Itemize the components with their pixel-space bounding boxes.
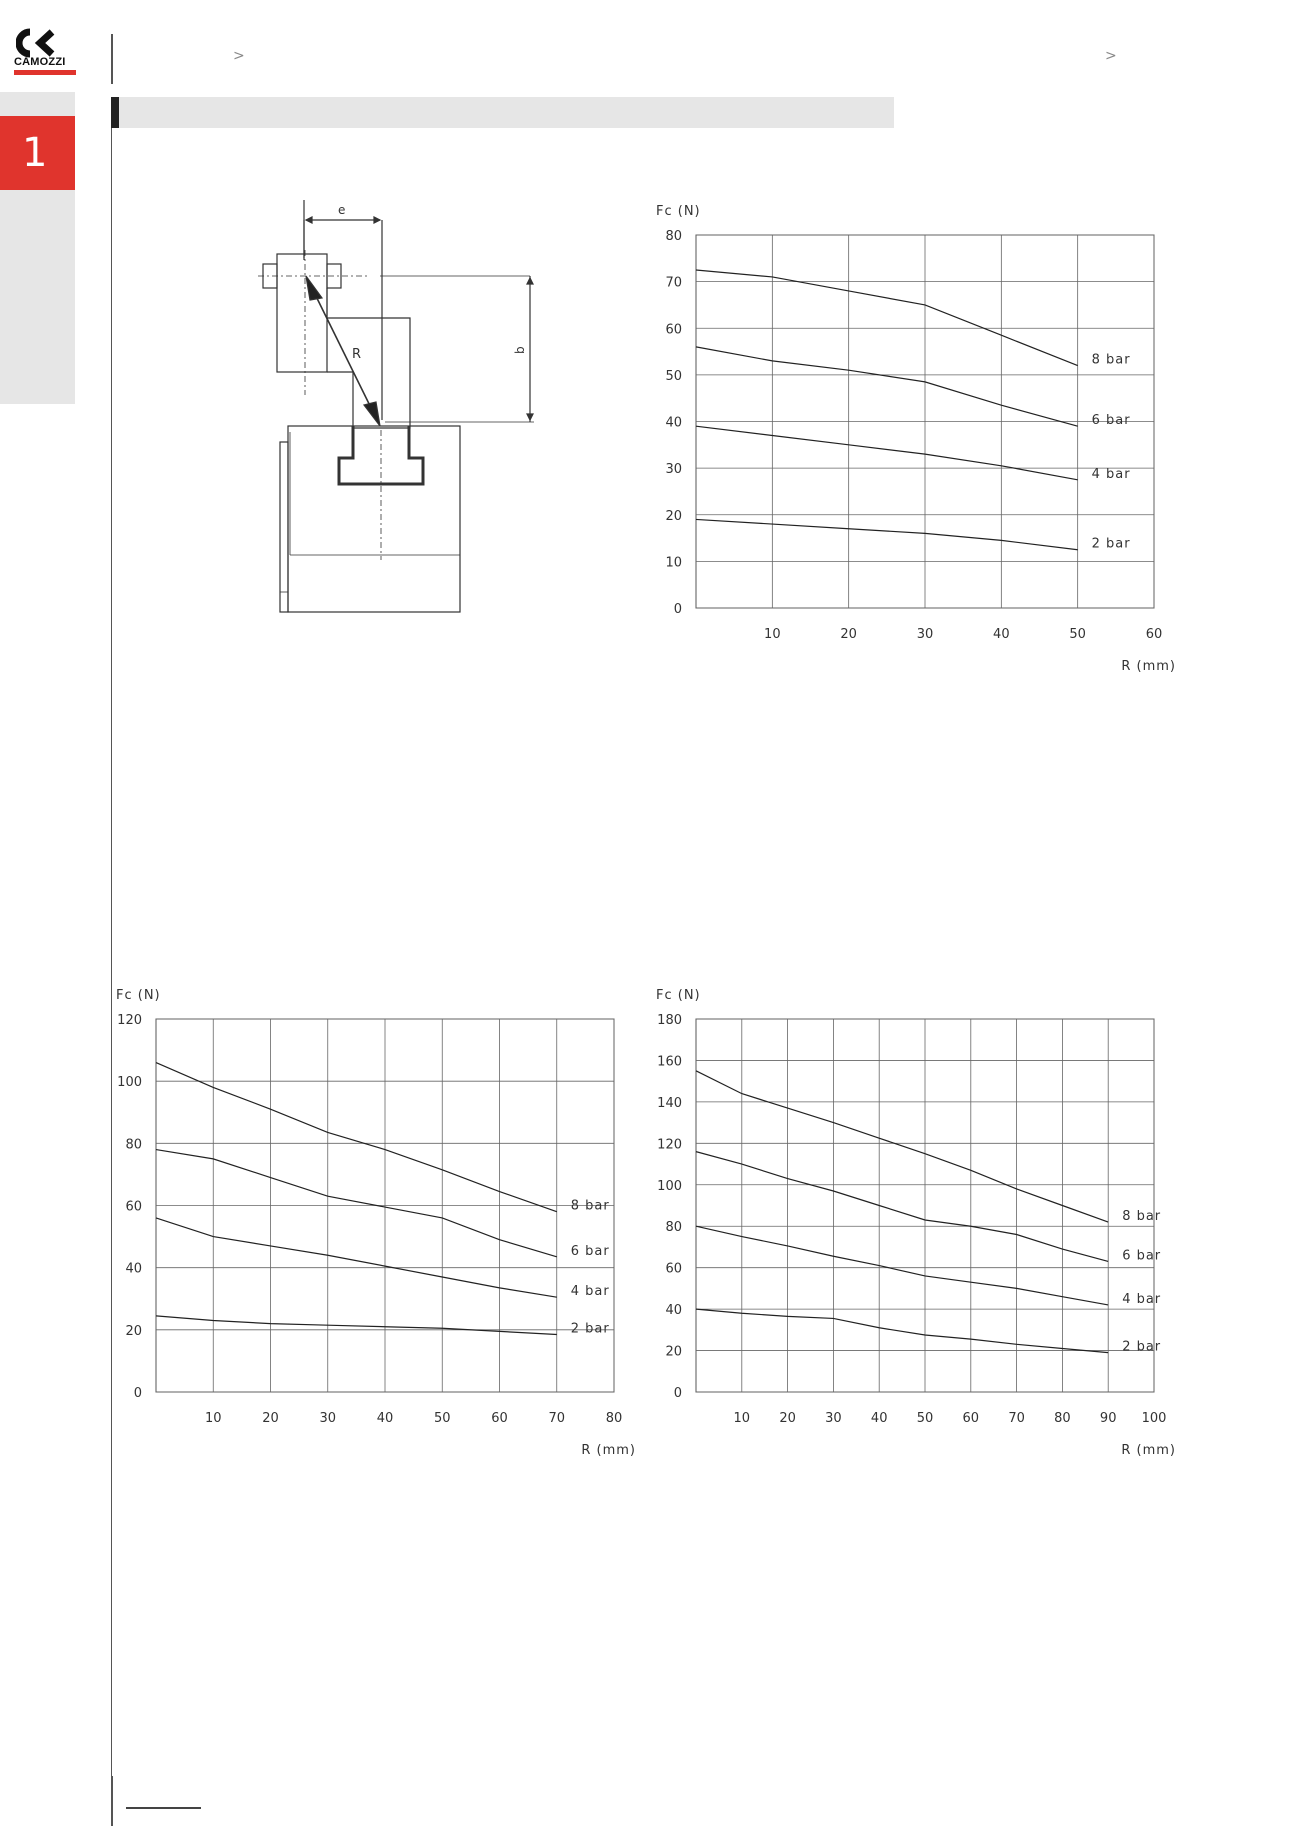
header-bar	[111, 97, 894, 128]
section-number: 1	[22, 130, 48, 176]
y-tick-label: 180	[657, 1013, 682, 1028]
x-tick-label: 30	[916, 627, 934, 642]
y-tick-label: 20	[665, 508, 682, 524]
x-tick-label: 20	[262, 1411, 279, 1426]
bottom-vertical-rule	[111, 1776, 113, 1826]
y-axis-label: Fc (N)	[656, 204, 701, 219]
x-tick-label: 60	[962, 1411, 980, 1426]
brand-name: CAMOZZI	[14, 56, 66, 68]
force-chart-small	[650, 190, 1210, 690]
y-axis-label: Fc (N)	[656, 988, 701, 1003]
dimension-e-label: e	[338, 203, 346, 217]
y-tick-label: 80	[665, 1220, 682, 1236]
x-tick-label: 90	[1099, 1411, 1117, 1426]
x-tick-label: 50	[1069, 627, 1086, 642]
series-label: 6 bar	[570, 1243, 610, 1259]
series-label: 8 bar	[570, 1198, 610, 1214]
y-tick-label: 60	[665, 1261, 682, 1277]
series-label: 2 bar	[570, 1321, 610, 1337]
y-tick-label: 30	[665, 462, 682, 478]
dimension-b-label: b	[513, 346, 527, 354]
y-tick-label: 20	[665, 1344, 682, 1360]
x-tick-label: 30	[319, 1411, 337, 1426]
brand-bar	[14, 70, 76, 75]
x-tick-label: 40	[993, 627, 1010, 642]
series-label: 8 bar	[1122, 1209, 1162, 1225]
x-axis-label: R (mm)	[1121, 1443, 1176, 1458]
y-tick-label: 0	[133, 1386, 142, 1401]
x-tick-label: 60	[491, 1411, 508, 1426]
y-tick-label: 100	[117, 1075, 142, 1091]
series-line-8-bar	[696, 270, 1078, 366]
y-tick-label: 80	[665, 229, 682, 244]
series-line-2-bar	[696, 519, 1078, 549]
y-tick-label: 100	[657, 1178, 682, 1194]
x-tick-label: 80	[1054, 1411, 1071, 1426]
x-tick-label: 20	[840, 627, 857, 642]
y-tick-label: 20	[125, 1323, 142, 1339]
series-line-4-bar	[696, 1226, 1108, 1305]
header-accent	[111, 97, 119, 128]
breadcrumb-chevron-right: >	[1105, 48, 1117, 64]
y-tick-label: 140	[657, 1095, 682, 1111]
x-tick-label: 60	[1145, 627, 1163, 642]
y-tick-label: 0	[673, 602, 682, 617]
y-tick-label: 60	[125, 1199, 142, 1215]
x-tick-label: 10	[204, 1411, 222, 1426]
y-tick-label: 160	[657, 1054, 682, 1070]
x-tick-label: 30	[825, 1411, 842, 1426]
x-tick-label: 10	[733, 1411, 751, 1426]
x-tick-label: 100	[1141, 1411, 1167, 1426]
series-line-8-bar	[156, 1063, 557, 1212]
y-tick-label: 60	[665, 322, 682, 338]
series-label: 4 bar	[570, 1284, 610, 1300]
y-tick-label: 10	[665, 555, 682, 571]
y-tick-label: 120	[657, 1137, 682, 1153]
footer-rule	[126, 1807, 201, 1809]
series-line-4-bar	[696, 426, 1078, 480]
series-line-6-bar	[696, 347, 1078, 426]
main-vertical-rule	[111, 128, 112, 1798]
section-tab[interactable]	[0, 116, 75, 190]
series-line-2-bar	[696, 1309, 1108, 1353]
y-tick-label: 40	[665, 415, 682, 431]
series-label: 6 bar	[1091, 413, 1131, 429]
series-label: 6 bar	[1122, 1248, 1162, 1264]
y-tick-label: 120	[117, 1013, 142, 1028]
y-tick-label: 70	[665, 275, 682, 291]
x-tick-label: 50	[916, 1411, 934, 1426]
force-chart-medium	[110, 980, 670, 1460]
x-tick-label: 20	[779, 1411, 796, 1426]
y-tick-label: 40	[125, 1261, 142, 1277]
series-line-6-bar	[156, 1150, 557, 1257]
x-tick-label: 50	[433, 1411, 451, 1426]
series-label: 8 bar	[1091, 352, 1131, 368]
series-line-8-bar	[696, 1071, 1108, 1222]
series-label: 2 bar	[1122, 1339, 1162, 1355]
series-label: 2 bar	[1091, 536, 1131, 552]
x-tick-label: 10	[764, 627, 781, 642]
series-line-6-bar	[696, 1152, 1108, 1262]
x-tick-label: 70	[548, 1411, 566, 1426]
x-tick-label: 40	[870, 1411, 888, 1426]
x-axis-label: R (mm)	[581, 1443, 636, 1458]
y-tick-label: 80	[125, 1137, 142, 1153]
gripper-diagram	[250, 200, 580, 620]
y-axis-label: Fc (N)	[116, 988, 161, 1003]
series-label: 4 bar	[1091, 466, 1131, 482]
series-label: 4 bar	[1122, 1291, 1162, 1307]
series-line-4-bar	[156, 1218, 557, 1297]
top-vertical-rule	[111, 34, 113, 84]
y-tick-label: 0	[673, 1386, 682, 1401]
breadcrumb-chevron-left: >	[233, 48, 245, 64]
x-tick-label: 70	[1008, 1411, 1025, 1426]
x-axis-label: R (mm)	[1121, 659, 1176, 674]
force-chart-large	[650, 980, 1210, 1460]
radius-r-label: R	[352, 347, 362, 362]
x-tick-label: 40	[376, 1411, 394, 1426]
x-tick-label: 80	[605, 1411, 623, 1426]
y-tick-label: 50	[665, 368, 682, 384]
series-line-2-bar	[156, 1316, 557, 1335]
y-tick-label: 40	[665, 1303, 682, 1319]
